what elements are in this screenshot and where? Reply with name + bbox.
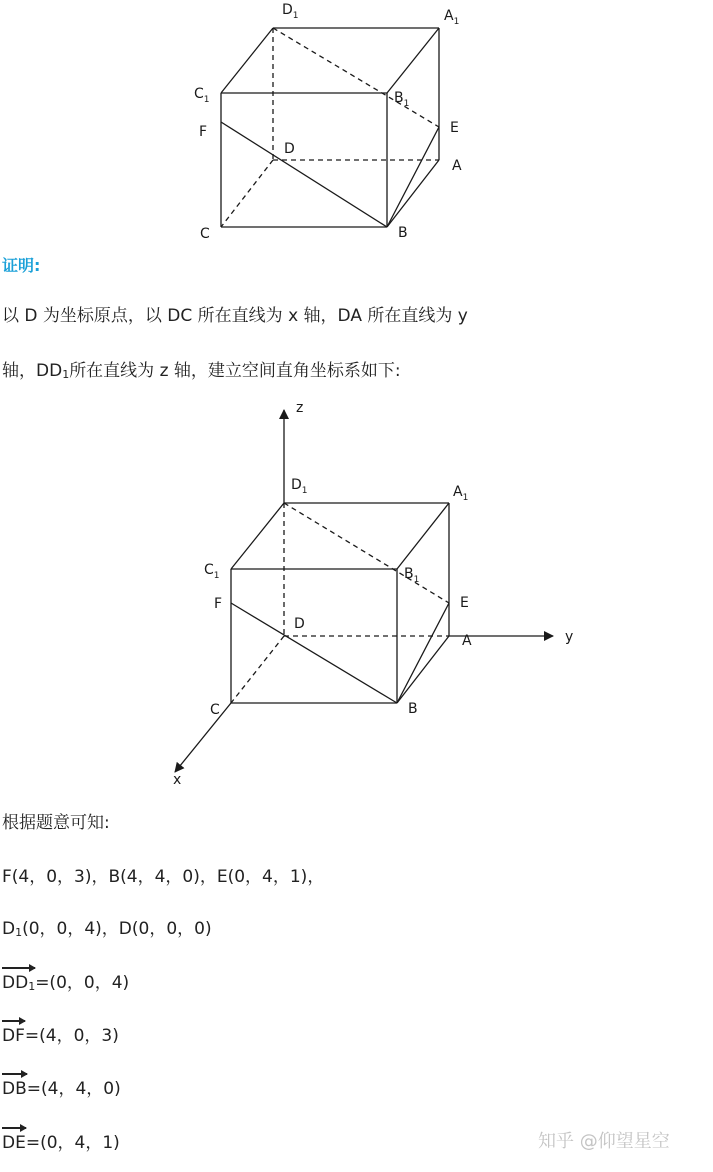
vector-de: DE=(0，4，1) [2, 1132, 120, 1154]
vector-df: DF=(4，0，3) [2, 1025, 119, 1047]
label-d1: $D_1$ [282, 2, 299, 21]
vector-name: DF [2, 1025, 25, 1047]
segment-f-b [221, 122, 387, 227]
label-b1: $B_1$ [394, 90, 410, 109]
points-line-1: F(4，0，3)，B(4，4，0)，E(0，4，1)， [2, 867, 325, 887]
label-a1: $A_1$ [453, 484, 469, 503]
segment-d1-e [284, 503, 449, 603]
vector-arrow-icon [2, 1127, 26, 1129]
proof-line-1: 以 D 为坐标原点，以 DC 所在直线为 x 轴，DA 所在直线为 y [2, 306, 468, 326]
vector-name: $DD_1$ [2, 972, 35, 998]
proof-heading: 证明: [2, 256, 41, 275]
label-c: C [210, 702, 220, 718]
label-e: E [450, 120, 459, 136]
edge-b1-a1 [387, 28, 439, 93]
label-b: B [408, 701, 418, 717]
label-f: F [199, 124, 208, 140]
segment-b-e [387, 127, 439, 227]
label-c1: $C_1$ [204, 562, 220, 581]
segment-d1-e [273, 28, 439, 127]
watermark: 知乎 @仰望星空 [538, 1131, 670, 1152]
label-c1: $C_1$ [194, 86, 210, 105]
proof-line-2: 轴，$DD_1$所在直线为 z 轴，建立空间直角坐标系如下: [2, 361, 401, 381]
label-b1: $B_1$ [404, 566, 420, 585]
label-a: A [462, 633, 472, 649]
label-a1: $A_1$ [444, 8, 460, 27]
segment-b-e [397, 603, 449, 703]
edge-b-a [387, 160, 439, 227]
vector-name: DE [2, 1132, 26, 1154]
segment-f-b [231, 603, 397, 703]
vector-name: DB [2, 1078, 27, 1100]
vector-db: DB=(4，4，0) [2, 1078, 121, 1100]
label-f: F [214, 596, 223, 612]
label-d: D [284, 141, 295, 157]
edge-c1-d1 [231, 503, 284, 569]
label-b: B [398, 225, 408, 241]
label-z: z [296, 400, 304, 416]
solution-intro: 根据题意可知: [2, 813, 110, 833]
label-d: D [294, 616, 305, 632]
vector-arrow-icon [2, 1073, 27, 1075]
coordinate-cube-figure [0, 395, 713, 790]
label-x: x [173, 772, 182, 788]
label-e: E [460, 595, 469, 611]
edge-d-c [221, 160, 273, 227]
points-line-2: $D_1(0$，0，4)，D(0，0，0) [2, 919, 212, 939]
edge-b1-a1 [397, 503, 449, 569]
edge-c1-d1 [221, 28, 273, 93]
vector-arrow-icon [2, 967, 35, 969]
x-axis [175, 703, 231, 772]
edge-b-a [397, 636, 449, 703]
label-c: C [200, 226, 210, 242]
vector-dd1: $DD_1=(0$，0，4) [2, 972, 129, 998]
label-a: A [452, 158, 462, 174]
cube-figure [0, 0, 713, 245]
vector-arrow-icon [2, 1020, 25, 1022]
label-y: y [565, 629, 574, 645]
edge-d-c [231, 636, 284, 703]
label-d1: $D_1$ [291, 477, 308, 496]
